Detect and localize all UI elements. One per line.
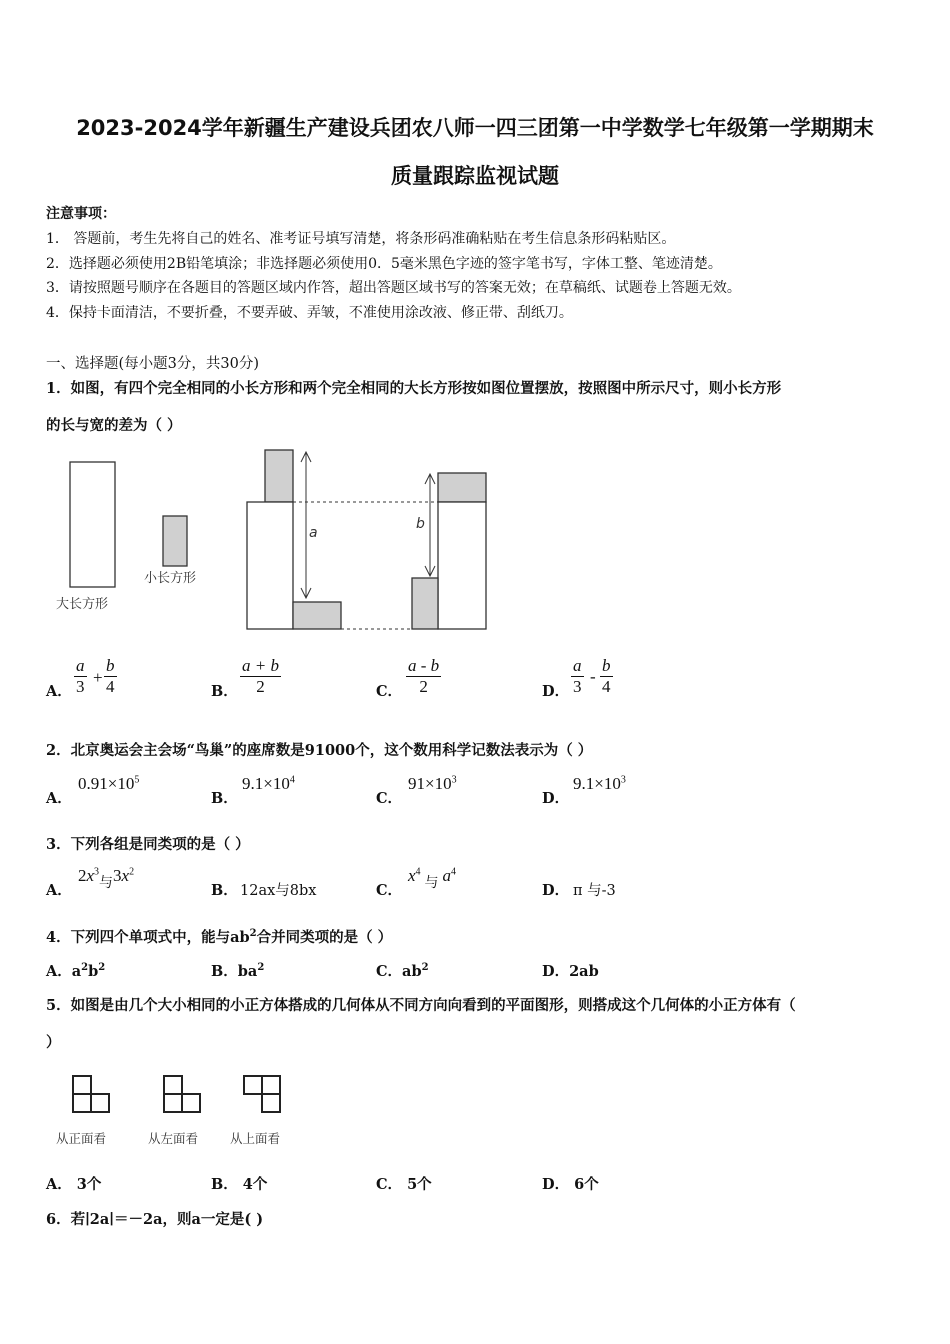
q4-option-a[interactable]: A．$a^2b^2$ (46, 962, 106, 980)
question-4-text: 4．下列四个单项式中，能与$ab^2$合并同类项的是（ ） (46, 928, 393, 946)
big-rectangle (70, 462, 115, 587)
q2-option-c-label[interactable]: C． (376, 790, 403, 807)
q2-option-a-label[interactable]: A． (46, 790, 72, 807)
page-title-line2: 质量跟踪监视试题 (391, 164, 559, 188)
q2-option-a-value: $0.91\times 10^5$ (78, 774, 140, 793)
left-view-cube (164, 1076, 182, 1094)
q2-option-b-value: $9.1\times 10^4$ (242, 774, 295, 793)
q1-option-b-label[interactable]: B． (211, 683, 238, 700)
question-6-text: 6．若∣2a∣＝－2a，则a一定是( ) (46, 1211, 264, 1228)
q2-option-d-value: $9.1\times 10^3$ (573, 774, 626, 793)
q3-option-a-value: $2x^3_与3x^2$ (78, 866, 135, 891)
front-view-cube (73, 1094, 91, 1112)
big-rectangle-label: 大长方形 (56, 597, 109, 612)
q1-option-d-label[interactable]: D． (542, 683, 570, 700)
q1-option-a-frac2: $\frac{b}{4}$ (106, 656, 115, 696)
q1-option-a-label[interactable]: A． (46, 683, 72, 700)
q2-option-d-label[interactable]: D． (542, 790, 570, 807)
q3-option-c-value: $x^4_与$ $a^4$ (408, 866, 457, 891)
q1-option-d-frac2: $\frac{b}{4}$ (602, 656, 611, 696)
left-view-cube (164, 1094, 182, 1112)
front-view-label: 从正面看 (56, 1131, 107, 1146)
small-rectangle-label: 小长方形 (144, 571, 197, 586)
top-view-cube (262, 1076, 280, 1094)
q2-option-c-value: $91\times 10^3$ (408, 774, 457, 793)
q3-option-d-value: π 与-3 (573, 883, 616, 899)
dimension-b-label: b (416, 516, 425, 532)
q1-option-a-frac1: $\frac{a}{3}$ (76, 656, 85, 696)
q1-option-b-frac: $\frac{a + b}{2}$ (242, 656, 279, 696)
left-view-cube (182, 1094, 200, 1112)
question-2-text: 2．北京奥运会主会场“鸟巢”的座席数是91000个，这个数用科学记数法表示为（ ） (46, 742, 593, 759)
q3-option-a-label[interactable]: A． (46, 882, 72, 899)
note-item: 2．选择题必须使用2B铅笔填涂；非选择题必须使用0．5毫米黑色字迹的签字笔书写，字体工整、笔迹清楚。 (46, 256, 722, 272)
question-1-text: 1．如图，有四个完全相同的小长方形和两个完全相同的大长方形按如图位置摆放，按照图中所示尺寸，则小长方形 (46, 380, 782, 397)
q4-option-b[interactable]: B．$ba^2$ (211, 962, 265, 980)
question-3-text: 3．下列各组是同类项的是（ ） (46, 836, 250, 853)
question-1-figure (40, 440, 520, 640)
note-item: 3．请按照题号顺序在各题目的答题区域内作答，超出答题区域书写的答案无效；在草稿纸、试题卷上答题无效。 (46, 280, 741, 296)
question-5-figure (40, 1068, 330, 1158)
q5-option-d[interactable]: D． 6个 (542, 1176, 599, 1193)
question-5-text: 5．如图是由几个大小相同的小正方体搭成的几何体从不同方向向看到的平面图形，则搭成这个几何体的小正方体有（ (46, 997, 796, 1014)
note-item: 4．保持卡面清洁，不要折叠，不要弄破、弄皱，不准使用涂改液、修正带、刮纸刀。 (46, 305, 573, 321)
q4-option-c[interactable]: C．$ab^2$ (376, 962, 429, 980)
front-view-cube (91, 1094, 109, 1112)
q1-option-c-label[interactable]: C． (376, 683, 403, 700)
q3-option-d-label[interactable]: D． (542, 882, 570, 899)
q3-option-c-label[interactable]: C． (376, 882, 403, 899)
small-rectangle (163, 516, 187, 566)
top-view-label: 从上面看 (230, 1131, 281, 1146)
notes-heading: 注意事项： (46, 206, 116, 222)
question-1-text-cont: 的长与宽的差为（ ） (46, 417, 182, 434)
q3-option-b-value: 12ax与8bx (240, 883, 317, 899)
q1-option-d-frac1: $\frac{a}{3}$ (573, 656, 582, 696)
left-view-label: 从左面看 (148, 1131, 199, 1146)
q5-option-c[interactable]: C． 5个 (376, 1176, 432, 1193)
dimension-a-label: a (309, 525, 318, 541)
q1-option-c-frac: $\frac{a - b}{2}$ (408, 656, 440, 696)
q2-option-b-label[interactable]: B． (211, 790, 238, 807)
q5-option-a[interactable]: A． 3个 (46, 1176, 102, 1193)
q5-option-b[interactable]: B． 4个 (211, 1176, 268, 1193)
question-5-text-cont: ） (46, 1034, 61, 1051)
q3-option-b-label[interactable]: B． (211, 882, 238, 899)
front-view-cube (73, 1076, 91, 1094)
note-item: 1． 答题前，考生先将自己的姓名、准考证号填写清楚，将条形码准确粘贴在考生信息条形码粘贴区。 (46, 231, 676, 247)
section-heading: 一、选择题(每小题3分，共30分) (46, 356, 259, 372)
q4-option-d[interactable]: D．2ab (542, 963, 599, 980)
top-view-cube (262, 1094, 280, 1112)
page-title-line1: 2023-2024学年新疆生产建设兵团农八师一四三团第一中学数学七年级第一学期期末 (76, 116, 874, 140)
top-view-cube (244, 1076, 262, 1094)
